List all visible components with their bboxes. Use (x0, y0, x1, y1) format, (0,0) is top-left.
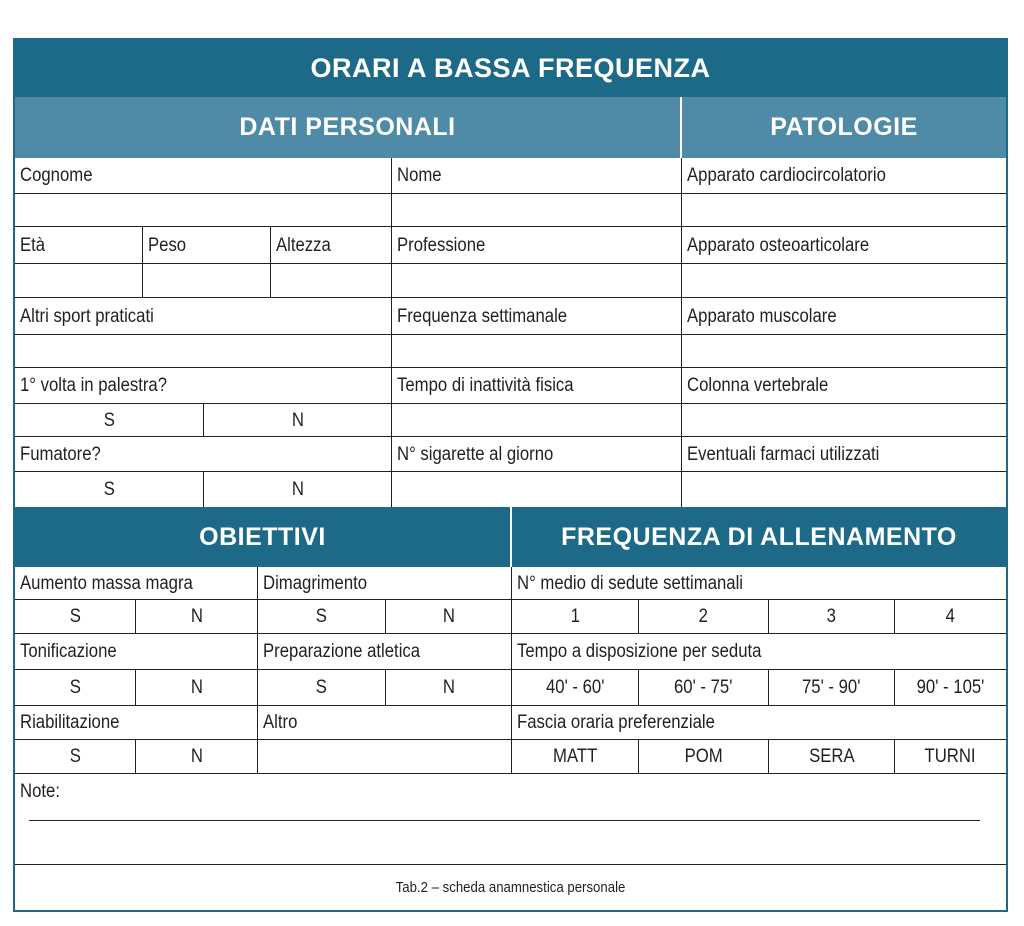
section-patologie-text: PATOLOGIE (770, 113, 918, 141)
option-sedute-2[interactable]: 2 (639, 600, 769, 634)
section-frequenza-text: FREQUENZA DI ALLENAMENTO (561, 522, 957, 551)
option-fumatore-si[interactable]: S (15, 472, 204, 507)
option-tempo-1[interactable]: 40' - 60' (512, 670, 639, 706)
option-prima-volta-no[interactable]: N (204, 404, 392, 437)
label-nome: Nome (392, 158, 682, 194)
notes-label: Note: (20, 781, 60, 802)
label-fascia-oraria: Fascia oraria preferenziale (512, 706, 1006, 740)
field-muscolare[interactable] (682, 335, 1006, 368)
section-dati-personali (15, 97, 682, 158)
section-dati-personali-text: DATI PERSONALI (239, 113, 456, 141)
field-frequenza-settimanale[interactable] (392, 335, 682, 368)
field-colonna[interactable] (682, 404, 1006, 437)
field-altezza[interactable] (271, 264, 392, 298)
section-patologie (682, 97, 1006, 158)
label-riabilitazione: Riabilitazione (15, 706, 258, 740)
form-title (15, 40, 1006, 98)
label-preparazione: Preparazione atletica (258, 634, 512, 670)
label-altro: Altro (258, 706, 512, 740)
option-fascia-sera[interactable]: SERA (769, 740, 895, 774)
label-tempo-seduta: Tempo a disposizione per seduta (512, 634, 1006, 670)
label-altri-sport: Altri sport praticati (15, 298, 392, 335)
anamnesis-form (13, 38, 1008, 912)
option-tempo-3[interactable]: 75' - 90' (769, 670, 895, 706)
label-professione: Professione (392, 227, 682, 264)
field-peso[interactable] (143, 264, 271, 298)
label-cardio: Apparato cardiocircolatorio (682, 158, 1006, 194)
section-frequenza (512, 507, 1006, 567)
label-frequenza-settimanale: Frequenza settimanale (392, 298, 682, 335)
label-muscolare: Apparato muscolare (682, 298, 1006, 335)
label-farmaci: Eventuali farmaci utilizzati (682, 437, 1006, 472)
option-tempo-4[interactable]: 90' - 105' (895, 670, 1006, 706)
label-eta: Età (15, 227, 143, 264)
label-sedute: N° medio di sedute settimanali (512, 567, 1006, 600)
field-sigarette[interactable] (392, 472, 682, 507)
option-dimagrimento-no[interactable]: N (386, 600, 512, 634)
label-osteo: Apparato osteoarticolare (682, 227, 1006, 264)
label-prima-volta: 1° volta in palestra? (15, 368, 392, 404)
option-massa-magra-si[interactable]: S (15, 600, 136, 634)
field-cognome[interactable] (15, 194, 392, 227)
label-cognome: Cognome (15, 158, 392, 194)
option-prima-volta-si[interactable]: S (15, 404, 204, 437)
form-title-text: ORARI A BASSA FREQUENZA (310, 53, 711, 83)
table-caption: Tab.2 – scheda anamnestica personale (395, 879, 626, 896)
label-massa-magra: Aumento massa magra (15, 567, 258, 600)
option-riabilitazione-si[interactable]: S (15, 740, 136, 774)
section-obiettivi (15, 507, 512, 567)
option-sedute-3[interactable]: 3 (769, 600, 895, 634)
field-altri-sport[interactable] (15, 335, 392, 368)
label-altezza: Altezza (271, 227, 392, 264)
label-tonificazione: Tonificazione (15, 634, 258, 670)
field-farmaci[interactable] (682, 472, 1006, 507)
section-obiettivi-text: OBIETTIVI (199, 522, 326, 551)
option-fascia-turni[interactable]: TURNI (895, 740, 1006, 774)
option-sedute-4[interactable]: 4 (895, 600, 1006, 634)
option-fascia-matt[interactable]: MATT (512, 740, 639, 774)
option-sedute-1[interactable]: 1 (512, 600, 639, 634)
option-riabilitazione-no[interactable]: N (136, 740, 258, 774)
label-colonna: Colonna vertebrale (682, 368, 1006, 404)
field-eta[interactable] (15, 264, 143, 298)
option-fascia-pom[interactable]: POM (639, 740, 769, 774)
option-tonificazione-no[interactable]: N (136, 670, 258, 706)
label-peso: Peso (143, 227, 271, 264)
option-tonificazione-si[interactable]: S (15, 670, 136, 706)
label-sigarette: N° sigarette al giorno (392, 437, 682, 472)
option-preparazione-no[interactable]: N (386, 670, 512, 706)
field-osteo[interactable] (682, 264, 1006, 298)
field-tempo-inattivita[interactable] (392, 404, 682, 437)
field-altro[interactable] (258, 740, 512, 774)
option-tempo-2[interactable]: 60' - 75' (639, 670, 769, 706)
notes-line (29, 820, 980, 821)
option-fumatore-no[interactable]: N (204, 472, 392, 507)
option-massa-magra-no[interactable]: N (136, 600, 258, 634)
option-dimagrimento-si[interactable]: S (258, 600, 386, 634)
field-professione[interactable] (392, 264, 682, 298)
field-cardio[interactable] (682, 194, 1006, 227)
field-nome[interactable] (392, 194, 682, 227)
option-preparazione-si[interactable]: S (258, 670, 386, 706)
label-fumatore: Fumatore? (15, 437, 392, 472)
label-tempo-inattivita: Tempo di inattività fisica (392, 368, 682, 404)
label-dimagrimento: Dimagrimento (258, 567, 512, 600)
